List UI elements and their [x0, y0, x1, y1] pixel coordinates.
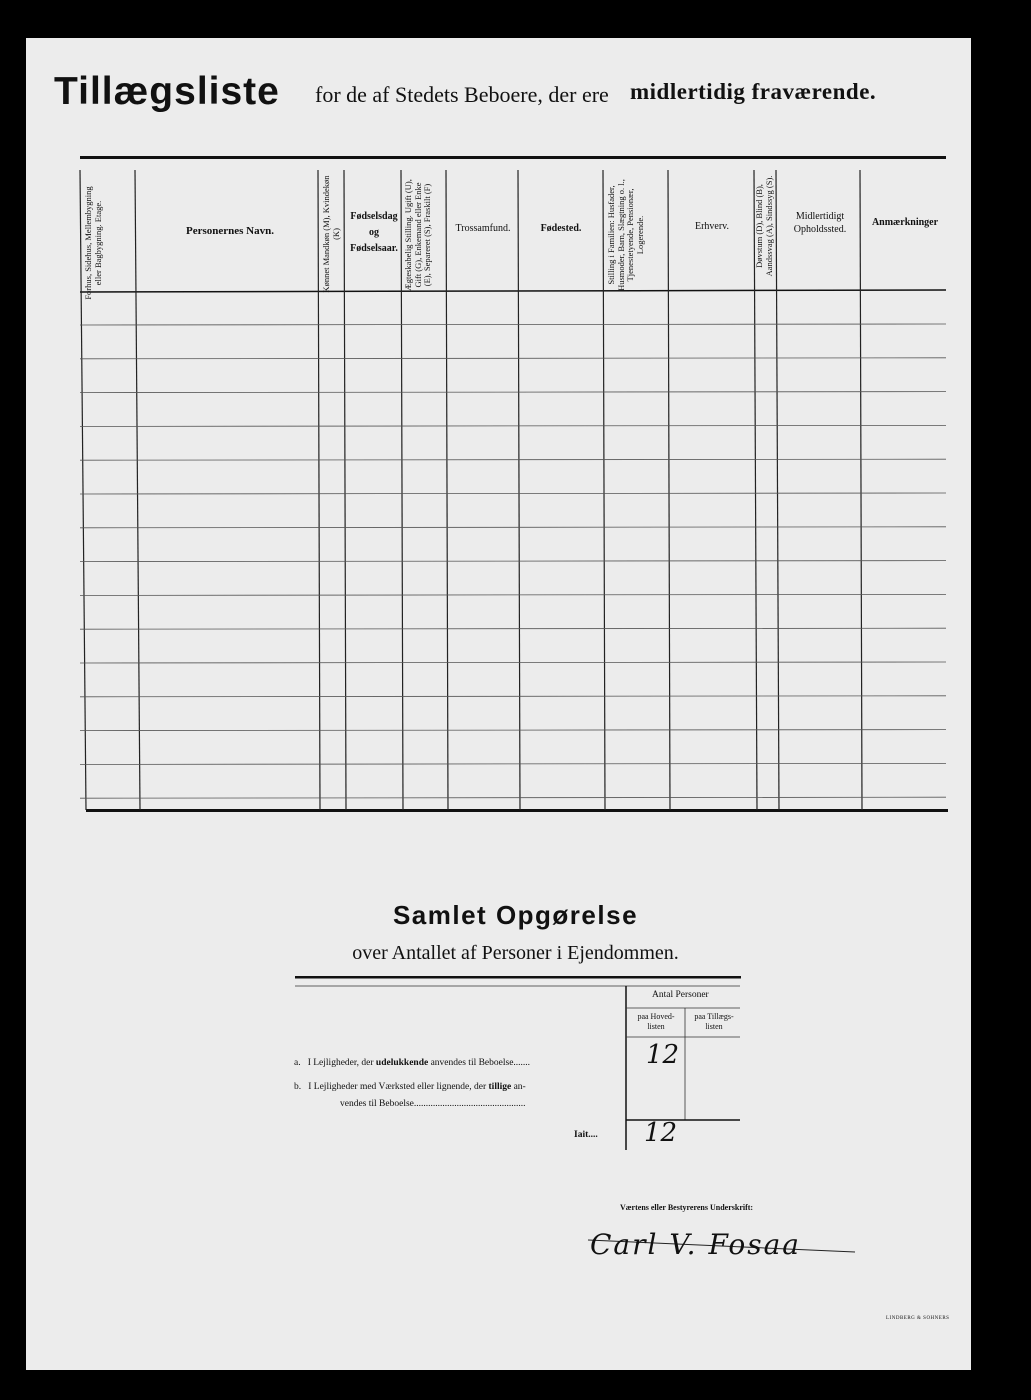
col-building-header: Forhus, Sidehus, Mellembygning eller Bagbygning. Etage. — [83, 186, 103, 300]
col-religion-header: Trossamfund. — [455, 223, 511, 234]
row-a-text: I Lejligheder, der — [307, 1058, 374, 1068]
signature: Carl V. Fosaa — [590, 1228, 801, 1261]
row-a-label: a. I Lejligheder, der udelukkende anvendes til Beboelse....... — [294, 1058, 531, 1068]
ialt-count: 12 — [644, 1118, 678, 1148]
col-temp-residence-header: Midlertidigt Opholdssted. — [793, 211, 847, 235]
row-b-label — [294, 1082, 526, 1092]
col-marital-header: Ægteskabelig Stilling. Ugift (U), Gift (G), Enkemand eller Enke (E), Separeret (S), Fraskilt (F) — [403, 179, 432, 291]
col-birth-header: Fødselsdag og Fødselsaar. — [350, 211, 398, 254]
antal-personer-header: Antal Personer — [652, 990, 709, 1000]
row-b-bold: tillige — [488, 1082, 512, 1092]
row-b-text: I Lejligheder med Værksted eller lignende, der — [308, 1082, 487, 1092]
signature-label: Værtens eller Bestyrerens Underskrift: — [620, 1203, 754, 1212]
ialt-label: Iait.... — [574, 1130, 598, 1140]
row-a-count: 12 — [646, 1040, 680, 1070]
col-name-header: Personernes Navn. — [186, 225, 274, 237]
title-main: Tillægsliste — [54, 70, 280, 113]
col-birthplace-header: Fødested. — [540, 223, 582, 234]
row-b-rest: an- — [513, 1082, 526, 1092]
col-occupation-header: Erhverv. — [694, 221, 730, 232]
summary-subtitle: over Antallet af Personer i Ejendommen. — [352, 942, 679, 964]
col-remarks-header: Anmærkninger — [871, 217, 939, 228]
col-main-list-header: paa Hoved-listen — [637, 1012, 675, 1031]
row-b-prefix: b. — [294, 1082, 302, 1092]
col-disability-header: Døvstum (D), Blind (B), Aandssvag (A), Sindssyg (S). — [754, 175, 774, 277]
row-a-bold: udelukkende — [375, 1058, 429, 1068]
row-a-rest: anvendes til Beboelse — [430, 1058, 514, 1068]
col-supplement-list-header: paa Tillægs-listen — [694, 1012, 734, 1031]
title-emphasis: midlertidig fraværende. — [630, 79, 877, 104]
col-family-header: Stilling i Familien: Husfader, Husmoder, Barn, Slægtning o. l., Tjenestetyende, Pensionær, Logerende. — [606, 179, 645, 291]
row-a-prefix: a. — [294, 1058, 301, 1068]
printer-mark: LINDBERG & SOHNERS — [886, 1316, 950, 1321]
col-sex-header: Kønnet Mandkøn (M), Kvindekøn (K) — [321, 175, 341, 293]
row-b-line2: vendes til Beboelse............................................... — [340, 1099, 526, 1109]
summary-title: Samlet Opgørelse — [392, 900, 639, 930]
title-middle: for de af Stedets Beboere, der ere — [315, 82, 609, 107]
ialt-label-text: Iait — [574, 1130, 589, 1140]
row-b-line2-text: vendes til Beboelse — [340, 1099, 414, 1109]
